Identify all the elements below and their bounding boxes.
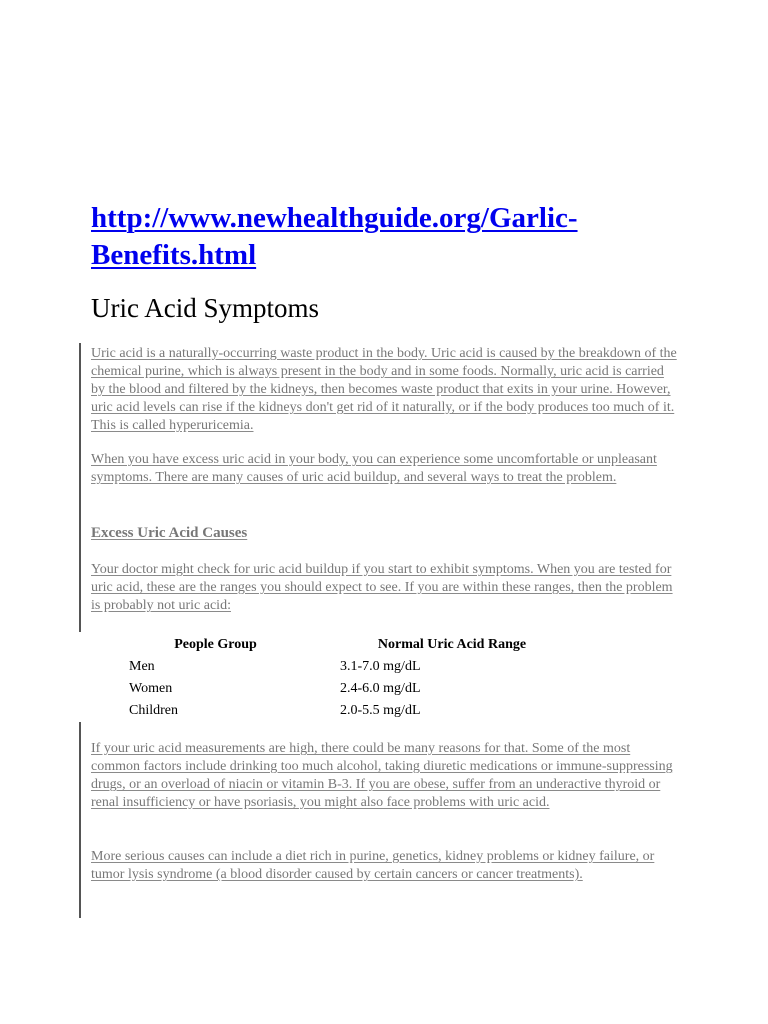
high-measurements-paragraph: If your uric acid measurements are high, there could be many reasons for that. Some of the most common factors include drinking too much alcohol, taking diuretic medications or immune-suppressing drugs, or an overload of niacin or vitamin B-3. If you are obese, suffer from an underactive thyroid or renal insufficiency or have psoriasis, you might also face problems with uric acid. — [91, 741, 673, 810]
table-row — [110, 656, 583, 678]
table-header-row — [110, 634, 583, 656]
page-title: Uric Acid Symptoms — [91, 293, 319, 323]
table-row — [110, 700, 583, 722]
quote-border-bar — [79, 343, 81, 632]
source-url-link[interactable]: http://www.newhealthguide.org/Garlic-Benefits.html — [91, 202, 578, 271]
column-header-people-group: People Group — [174, 637, 257, 652]
intro-paragraph: Uric acid is a naturally-occurring waste product in the body. Uric acid is caused by the breakdown of the chemical purine, which is always present in the body and in some foods. Normally, uric acid is carried by the blood and filtered by the kidneys, then becomes waste product that exits in your urine. However, uric acid levels can rise if the kidneys don't get rid of it naturally, or if the body produces too much of it. This is called hyperuricemia. — [91, 346, 677, 433]
excess-uric-acid-paragraph: When you have excess uric acid in your body, you can experience some uncomfortable or unpleasant symptoms. There are many causes of uric acid buildup, and several ways to treat the problem. — [91, 452, 657, 485]
quote-border-bar — [79, 722, 81, 918]
section-heading: Excess Uric Acid Causes — [91, 525, 248, 541]
doctor-check-paragraph: Your doctor might check for uric acid buildup if you start to exhibit symptoms. When you are tested for uric acid, these are the ranges you should expect to see. If you are within these ranges, then the problem is probably not uric acid: — [91, 562, 673, 613]
table-row — [110, 678, 583, 700]
uric-acid-range-cell: 3.1-7.0 mg/dL — [340, 659, 421, 674]
uric-acid-range-cell: 2.4-6.0 mg/dL — [340, 681, 421, 696]
serious-causes-paragraph: More serious causes can include a diet rich in purine, genetics, kidney problems or kidney failure, or tumor lysis syndrome (a blood disorder caused by certain cancers or cancer treatments). — [91, 849, 655, 882]
uric-acid-range-table — [110, 634, 583, 722]
people-group-cell: Children — [129, 703, 178, 718]
people-group-cell: Women — [129, 681, 173, 696]
uric-acid-range-cell: 2.0-5.5 mg/dL — [340, 703, 421, 718]
column-header-normal-range: Normal Uric Acid Range — [377, 637, 527, 652]
people-group-cell: Men — [129, 659, 155, 674]
